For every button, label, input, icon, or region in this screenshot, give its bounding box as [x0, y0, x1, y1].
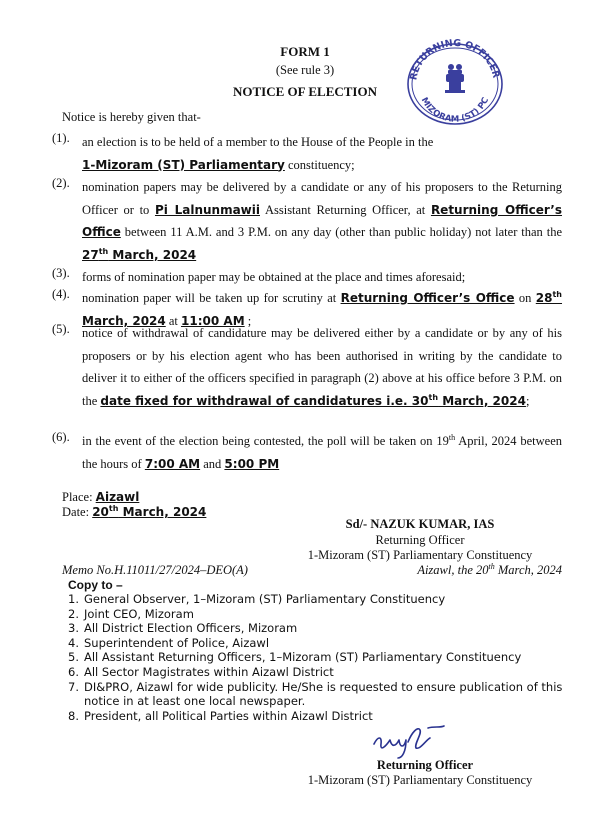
item-number: (3). — [52, 266, 70, 280]
notice-item-2 — [52, 176, 562, 266]
ordinal-suffix: th — [108, 504, 119, 513]
signatory-constituency: 1-Mizoram (ST) Parliamentary Constituency — [307, 548, 533, 562]
item-text: an election is to be held of a member to the House of the People in the — [82, 135, 434, 149]
withdrawal-date: date fixed for withdrawal of candidatures i.e. 30 — [100, 393, 429, 408]
form-number: FORM 1 — [280, 44, 330, 59]
copy-to-label: Copy to – — [68, 578, 123, 592]
ordinal-suffix: th — [488, 561, 495, 571]
place-value: Aizawl — [95, 490, 140, 504]
list-item-text: Joint CEO, Mizoram — [84, 606, 194, 621]
list-item-number: 3. — [68, 621, 79, 636]
item-number: (5). — [52, 322, 70, 336]
date-value: 20 — [92, 505, 109, 519]
footer-signatory-constituency: 1-Mizoram (ST) Parliamentary Constituency — [307, 773, 533, 787]
office-name: Returning Officer’s Office — [340, 291, 515, 305]
nomination-last-date: 27 — [82, 247, 99, 262]
poll-start-time: 7:00 AM — [144, 456, 201, 471]
place-label: Place: — [62, 490, 96, 504]
list-item-number: 2. — [68, 606, 79, 621]
list-item-text: All Assistant Returning Officers, 1–Mizoram (ST) Parliamentary Constituency — [84, 650, 522, 665]
list-item-number: 8. — [68, 708, 79, 723]
intro-text: Notice is hereby given that- — [62, 110, 201, 124]
scrutiny-time: 11:00 AM — [181, 313, 245, 328]
date-line — [62, 505, 206, 520]
list-item-text: All District Election Officers, Mizoram — [84, 621, 298, 636]
item-number: (4). — [52, 287, 70, 301]
notice-item-3 — [52, 266, 562, 289]
date-value-month: March, 2024 — [118, 505, 207, 519]
list-item — [68, 709, 568, 724]
list-item-number: 6. — [68, 664, 79, 679]
item-text: at — [165, 313, 182, 328]
list-item — [68, 650, 568, 665]
item-text: nomination paper will be taken up for scrutiny at — [82, 291, 341, 305]
list-item-number: 5. — [68, 650, 79, 665]
seal-top-text: RETURNING OFFICER — [408, 37, 502, 82]
page-title: NOTICE OF ELECTION — [233, 84, 377, 99]
date-label: Date: — [62, 505, 93, 519]
list-item-text: President, all Political Parties within Aizawl District — [84, 708, 373, 723]
item-text: on — [514, 291, 536, 305]
list-item-text: Superintendent of Police, Aizawl — [84, 635, 270, 650]
handwritten-signature — [368, 722, 448, 762]
list-item-number: 7. — [68, 679, 79, 694]
constituency-name: 1-Mizoram (ST) Parliamentary — [82, 157, 285, 172]
item-number: (6). — [52, 430, 70, 444]
item-text: in the event of the election being contested, the poll will be taken on 19 — [82, 434, 449, 448]
seal-bottom-text: MIZORAM (ST) PC — [418, 95, 492, 125]
item-text-end: constituency; — [284, 157, 355, 172]
rule-reference: (See rule 3) — [275, 63, 335, 77]
svg-text:MIZORAM (ST) PC — [419, 96, 491, 125]
withdrawal-date-month: March, 2024 — [438, 393, 526, 408]
list-item-text: DI&PRO, Aizawl for wide publicity. He/She is requested to ensure publication of this notice in at least one local newspaper. — [84, 679, 563, 709]
ordinal-suffix: th — [552, 290, 563, 299]
item-number: (1). — [52, 131, 70, 145]
list-item — [68, 680, 568, 709]
aro-name: Pi Lalnunmawii — [154, 202, 260, 217]
memo-date — [340, 563, 562, 578]
poll-end-time: 5:00 PM — [224, 456, 280, 471]
item-number: (2). — [52, 176, 70, 190]
ordinal-suffix: th — [98, 246, 109, 256]
signatory-name: Sd/- NAZUK KUMAR, IAS — [345, 517, 495, 531]
list-item — [68, 665, 568, 680]
place-line — [62, 490, 139, 505]
list-item-text: All Sector Magistrates within Aizawl District — [84, 664, 334, 679]
ordinal-suffix: th — [448, 432, 456, 442]
list-item-number: 1. — [68, 592, 79, 606]
item-text-end: ; — [525, 393, 530, 408]
memo-date-month: March, 2024 — [494, 563, 562, 577]
nomination-last-date-month: March, 2024 — [108, 247, 197, 262]
item-text: April, 2024 between the hours of — [82, 434, 562, 471]
ordinal-suffix: th — [428, 392, 439, 402]
item-text: Assistant Returning Officer, at — [260, 202, 431, 217]
notice-item-1 — [52, 131, 562, 176]
list-item — [68, 621, 568, 636]
item-text-end: ; — [244, 313, 252, 328]
emblem-icon — [445, 64, 465, 93]
item-text: between 11 A.M. and 3 P.M. on any day (other than public holiday) not later than the — [120, 225, 562, 239]
item-text: and — [200, 456, 225, 471]
notice-item-6 — [52, 430, 562, 475]
list-item-text: General Observer, 1–Mizoram (ST) Parliamentary Constituency — [84, 592, 446, 606]
list-item — [68, 592, 568, 607]
list-item — [68, 607, 568, 622]
memo-number: Memo No.H.11011/27/2024–DEO(A) — [62, 563, 248, 577]
list-item-number: 4. — [68, 635, 79, 650]
item-text: notice of withdrawal of candidature may be delivered either by a candidate or by any of his proposers or by his election agent who has been authorised in writing by the candidate to deliver it to either of the officers specified in paragraph (2) above at his office before 3 P.M. on the — [82, 326, 562, 408]
office-name: Returning Officer’s Office — [82, 202, 562, 239]
scrutiny-date: 28 — [535, 291, 553, 305]
copy-to-list — [68, 592, 568, 723]
memo-date-text: Aizawl, the 20 — [417, 563, 489, 577]
scrutiny-date-month: March, 2024 — [82, 313, 166, 328]
item-text: nomination papers may be delivered by a candidate or any of his proposers to the Returning Officer or to — [82, 180, 562, 217]
footer-signatory-role: Returning Officer — [376, 758, 474, 772]
list-item — [68, 636, 568, 651]
notice-item-5 — [52, 322, 562, 412]
signatory-role: Returning Officer — [375, 533, 465, 547]
returning-officer-seal — [402, 36, 508, 128]
item-text: forms of nomination paper may be obtained at the place and times aforesaid; — [82, 270, 466, 284]
